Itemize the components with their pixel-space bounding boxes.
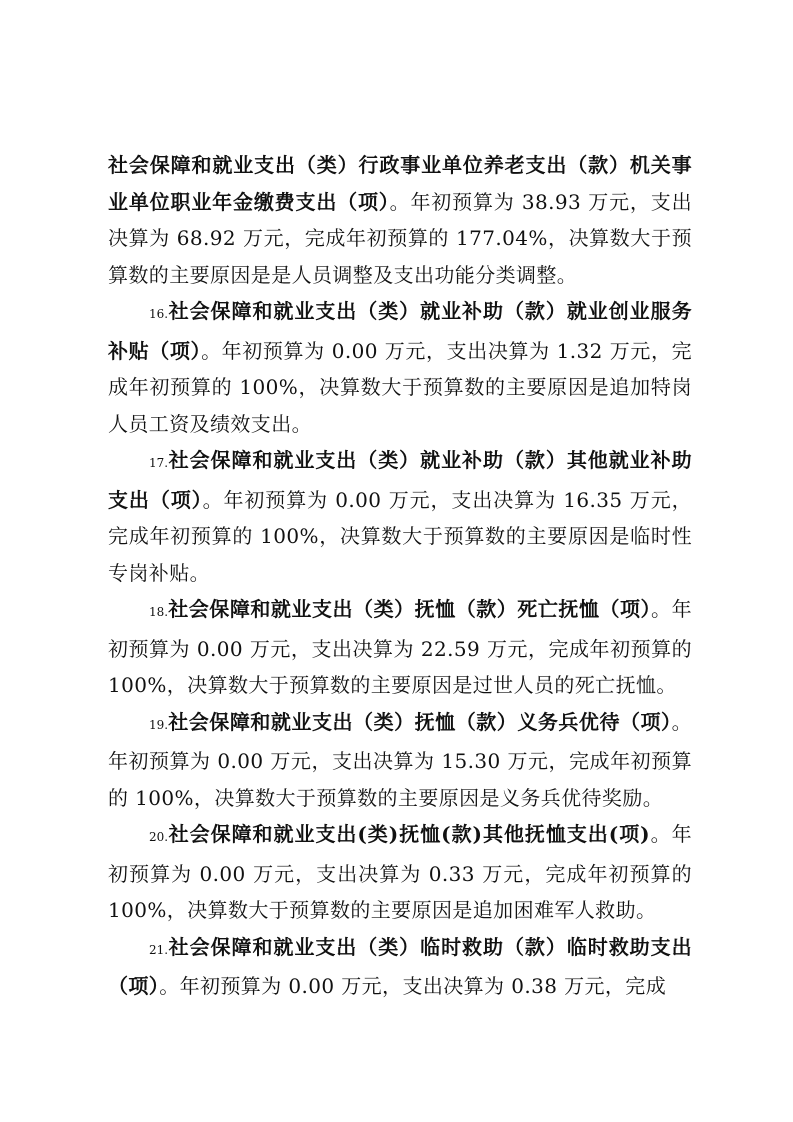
paragraph-15-continued bbox=[108, 147, 692, 293]
paragraph-19 bbox=[108, 704, 692, 817]
paragraph-20 bbox=[108, 816, 692, 929]
paragraph-heading: 社会保障和就业支出（类）就业补助（款）其他就业补助支出（项） bbox=[108, 448, 692, 512]
paragraph-number: 19. bbox=[149, 717, 169, 732]
paragraph-heading: 社会保障和就业支出（类）行政事业单位养老支出（款）机关事业单位职业年金缴费支出（项） bbox=[108, 153, 692, 214]
paragraph-heading: 社会保障和就业支出（类）就业补助（款）就业创业服务补贴（项） bbox=[108, 299, 692, 363]
paragraph-body: 。年初预算为 0.00 万元，支出决算为 1.32 万元，完成年初预算的 100%，决算数大于预算数的主要原因是追加特岗人员工资及绩效支出。 bbox=[108, 338, 692, 436]
paragraph-body: 。年初预算为 38.93 万元，支出决算为 68.92 万元，完成年初预算的 177.04%，决算数大于预算数的主要原因是是人员调整及支出功能分类调整。 bbox=[108, 189, 692, 287]
paragraph-number: 17. bbox=[149, 456, 169, 470]
paragraph-heading: 社会保障和就业支出(类)抚恤(款)其他抚恤支出(项) bbox=[168, 822, 651, 846]
paragraph-18 bbox=[108, 591, 692, 704]
paragraph-body: 。年初预算为 0.00 万元，支出决算为 22.59 万元，完成年初预算的 100%，决算数大于预算数的主要原因是过世人员的死亡抚恤。 bbox=[108, 597, 692, 697]
paragraph-number: 18. bbox=[149, 605, 169, 619]
paragraph-21 bbox=[108, 929, 692, 1005]
paragraph-body: 。年初预算为 0.00 万元，支出决算为 16.35 万元，完成年初预算的 100%，决算数大于预算数的主要原因是临时性专岗补贴。 bbox=[108, 487, 693, 585]
paragraph-body: 。年初预算为 0.00 万元，支出决算为 15.30 万元，完成年初预算的 100%，决算数大于预算数的主要原因是义务兵优待奖励。 bbox=[108, 709, 692, 810]
paragraph-16 bbox=[108, 293, 692, 442]
paragraph-heading: 社会保障和就业支出（类）临时救助（款）临时救助支出（项） bbox=[108, 934, 692, 998]
paragraph-heading: 社会保障和就业支出（类）抚恤（款）义务兵优待（项） bbox=[168, 709, 672, 734]
paragraph-number: 21. bbox=[149, 942, 169, 957]
paragraph-body: 。年初预算为 0.00 万元，支出决算为 0.33 万元，完成年初预算的 100%，决算数大于预算数的主要原因是追加困难军人救助。 bbox=[108, 822, 692, 922]
document-body bbox=[108, 147, 692, 1005]
paragraph-number: 20. bbox=[149, 830, 169, 844]
paragraph-body: 。年初预算为 0.00 万元，支出决算为 0.38 万元，完成 bbox=[159, 974, 667, 998]
paragraph-number: 16. bbox=[149, 307, 169, 321]
paragraph-17 bbox=[108, 442, 692, 591]
paragraph-heading: 社会保障和就业支出（类）抚恤（款）死亡抚恤（项） bbox=[168, 597, 652, 621]
